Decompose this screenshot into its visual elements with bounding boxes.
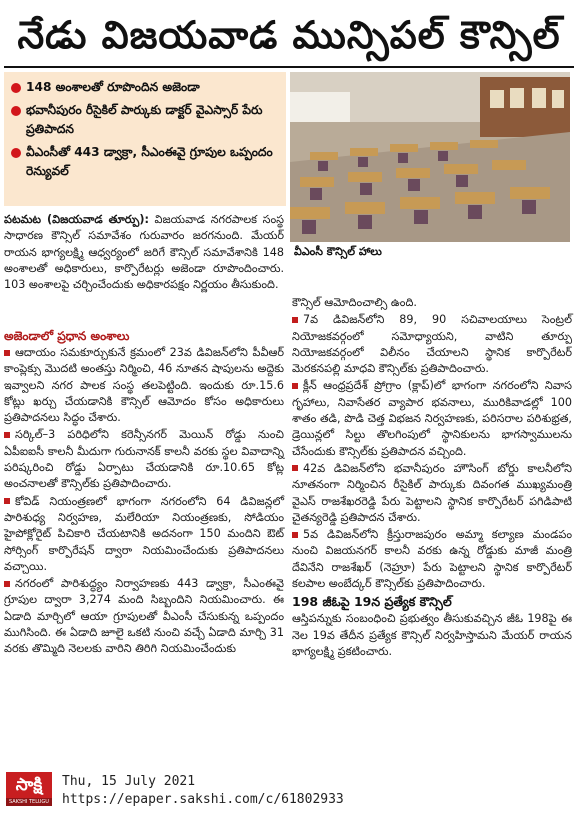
agenda-item (292, 295, 572, 311)
intro-text: విజయవాడ నగరపాలక సంస్థ సాధారణ కౌన్సిల్ సమావేశం గురువారం జరగనుంది. మేయర్ రాయన భాగ్యలక్ష్మి ఆధ్వర్యంలో జరిగే కౌన్సిల్ సమావేశానికి 148 అంశాలతో అధికారులు, కార్పొరేటర్లు అజెండా రూపొందించారు. 103 అంశాలపై చర్చించేందుకు అధికారపక్షం నిర్ణయం తీసుకుంది. (4, 213, 285, 292)
highlight-item (10, 101, 280, 139)
council-hall-photo (290, 72, 570, 242)
agenda-item-text: 42వ డివిజన్‌లోని భవానీపురం హౌసింగ్ బోర్డు కాలనీలోని నూతనంగా నిర్మించిన రీసైకిల్ పార్కుకు దివంగత ముఖ్యమంత్రి వైఎస్ రాజశేఖరరెడ్డి పేరు పెట్టాలని స్థానిక కార్పొరేటర్ పగిడిపాటి చైతన్యరెడ్డి ప్రతిపాదన చేశారు. (292, 461, 572, 524)
highlight-item (10, 143, 280, 181)
bullet-icon (11, 106, 21, 116)
bullet-icon (292, 317, 298, 323)
bullet-icon (4, 581, 10, 587)
headline: నేడు విజయవాడ మున్సిపల్ కౌన్సిల్ (17, 13, 561, 57)
agenda-item-text: క్లీన్ ఆంధ్రప్రదేశ్ ప్రోగ్రాం (క్లాప్)లో భాగంగా నగరంలోని నివాస గృహాలు, నివాసేతర వ్యాపార భవనాలు, మురికివాడల్లో 100 శాతం తడి, పొడి చెత్త విభజన నిర్వహణకు, పరిసరాల పరిశుభ్రత, డ్రెయిన్లలో సిల్టు తొలగింపులో స్థానికులను భాగస్వాములను చేసేందుకు కౌన్సిల్‌కు ప్రతిపాదన వచ్చింది. (292, 379, 572, 458)
agenda-item-text: ఆదాయం సమకూర్చుకునే క్రమంలో 23వ డివిజన్‌లోని పీవీఆర్ కాంప్లెక్సు మొదటి అంతస్తు నిర్మించి, 46 నూతన షాపులను అద్దెకు ఇవ్వాలని నగర పాలక సంస్థ తలపెట్టింది. ఇందుకు రూ.15.6 కోట్లు ఖర్చు చేయడానికి కౌన్సిల్ ఆమోదం కోసం అధికారులు ప్రతిపాదనలు సిద్ధం చేశారు. (4, 346, 284, 425)
section-heading: 198 జీఓపై 19న ప్రత్యేక కౌన్సిల్ (292, 594, 452, 610)
highlight-item (10, 78, 280, 97)
bullet-icon (292, 532, 298, 538)
agenda-item (292, 527, 572, 592)
agenda-item-text: సర్కిల్–3 పరిధిలోని కరెన్సీనగర్ మెయిన్ రోడ్డు నుంచి ఏపీఐఐసీ కాలనీ మీదుగా గురునానక్ కాలనీ వరకు స్థల వివాదాన్ని పరిష్కరించి రోడ్డు ఏర్పాటు చేయడానికి రూ.10.65 కోట్ల అంచనాలతో కౌన్సిల్‌కు ప్రతిపాదించారు. (4, 428, 284, 491)
bullet-icon (4, 350, 10, 356)
bullet-icon (4, 432, 10, 438)
agenda-item (4, 494, 284, 575)
agenda-item (4, 427, 284, 492)
epaper-footer (0, 766, 578, 819)
bullet-icon (292, 465, 298, 471)
bullet-icon (11, 148, 21, 158)
logo-subtitle: SAKSHI TELUGU DAILY (6, 798, 52, 806)
logo-text: సాక్షి (15, 775, 43, 795)
agenda-item-text: కోవిడ్ నియంత్రణలో భాగంగా నగరంలోని 64 డివిజన్లలో పారిశుధ్య నిర్వహణ, మలేరియా నియంత్రణకు, సోడియం హైపోక్లోరైట్ పిచికారి చేయటానికి అదనంగా 150 మందిని ఔట్ సోర్సింగ్ కార్పొరేషన్ ద్వారా నియమించేందుకు ప్రతిపాదనలు వచ్చాయి. (4, 494, 284, 573)
bullet-icon (292, 383, 298, 389)
bullet-icon (11, 83, 21, 93)
sakshi-logo[interactable] (6, 772, 52, 813)
highlight-text: భవానీపురం రీసైకిల్ పార్కుకు డాక్టర్ వైఎస్సార్ పేరు ప్రతిపాదన (26, 103, 263, 136)
epaper-link[interactable]: https://epaper.sakshi.com/c/61802933 (62, 792, 344, 807)
agenda-item-text: నగరంలో పారిశుద్ధ్యం నిర్వాహణకు 443 డ్వాక్రా, సీఎంఈవై గ్రూపుల ద్వారా 3,274 మంది సిబ్బందిని నియమించారు. ఈ ఏడాది మార్చిలో ఆయా గ్రూపులతో వీఎంసీ చేసుకున్న ఒప్పందం ముగిసింది. ఈ ఏడాది జూలై ఒకటి నుంచి వచ్చే ఏడాది మార్చి 31 వరకు తొమ్మిది నెలలకు వారిని తిరిగి నియమించేందుకు (4, 577, 284, 656)
agenda-item (292, 378, 572, 459)
section-heading: అజెండాలో ప్రధాన అంశాలు (4, 329, 130, 343)
special-council-text: ఆస్తిపన్నుకు సంబంధించి ప్రభుత్వం తీసుకువచ్చిన జీఓ 198పై ఈ నెల 19వ తేదీన ప్రత్యేక కౌన్సిల్ నిర్వహిస్తామని మేయర్ రాయన భాగ్యలక్ష్మి ప్రకటించారు. (292, 612, 572, 658)
agenda-item-text: కౌన్సిల్ ఆమోదించాల్సి ఉంది. (292, 296, 417, 309)
bullet-icon (4, 498, 10, 504)
agenda-item (4, 576, 284, 657)
photo-caption: వీఎంసీ కౌన్సిల్ హాలు (290, 243, 570, 261)
highlight-text: 148 అంశాలతో రూపొందిన అజెండా (26, 80, 200, 94)
publication-date: Thu, 15 July 2021 (62, 774, 196, 789)
dateline: పటమట (విజయవాడ తూర్పు): (4, 213, 149, 226)
highlights-box (4, 72, 286, 206)
agenda-item-text: 5వ డివిజన్‌లోని క్రీస్తురాజపురం అమ్మా కల్యాణ మండపం నుంచి విజయనగర్ కాలనీ వరకు ఉన్న రోడ్డుకు మాజీ మంత్రి దేవినేని రాజశేఖర్ (నెహ్రూ) పేరు పెట్టాలని స్థానిక కార్పొరేటర్ కలపాల అంబేద్కర్ కౌన్సిల్‌కు ప్రతిపాదించారు. (292, 528, 572, 591)
left-column (4, 327, 284, 659)
agenda-item (292, 461, 572, 526)
intro-paragraph (4, 212, 284, 294)
council-hall-image (290, 72, 570, 242)
agenda-item (4, 345, 284, 426)
right-column (292, 295, 572, 661)
agenda-item (292, 312, 572, 377)
agenda-item-text: 7వ డివిజన్‌లోని 89, 90 సచివాలయాలు సెంట్రల్ నియోజకవర్గంలో సమోధ్యాయని, వాటిని తూర్పు నియోజకవర్గంలో విలీనం చేయాలని స్థానిక కార్పొరేటర్ మెరకనపల్లి మాధవి కౌన్సిల్‌కు ప్రతిపాదించారు. (292, 313, 572, 376)
headline-rule (4, 66, 574, 68)
highlight-text: వీఎంసీతో 443 డ్వాక్రా, సీఎంఈవై గ్రూపుల ఒప్పందం రెన్యువల్ (26, 145, 273, 178)
